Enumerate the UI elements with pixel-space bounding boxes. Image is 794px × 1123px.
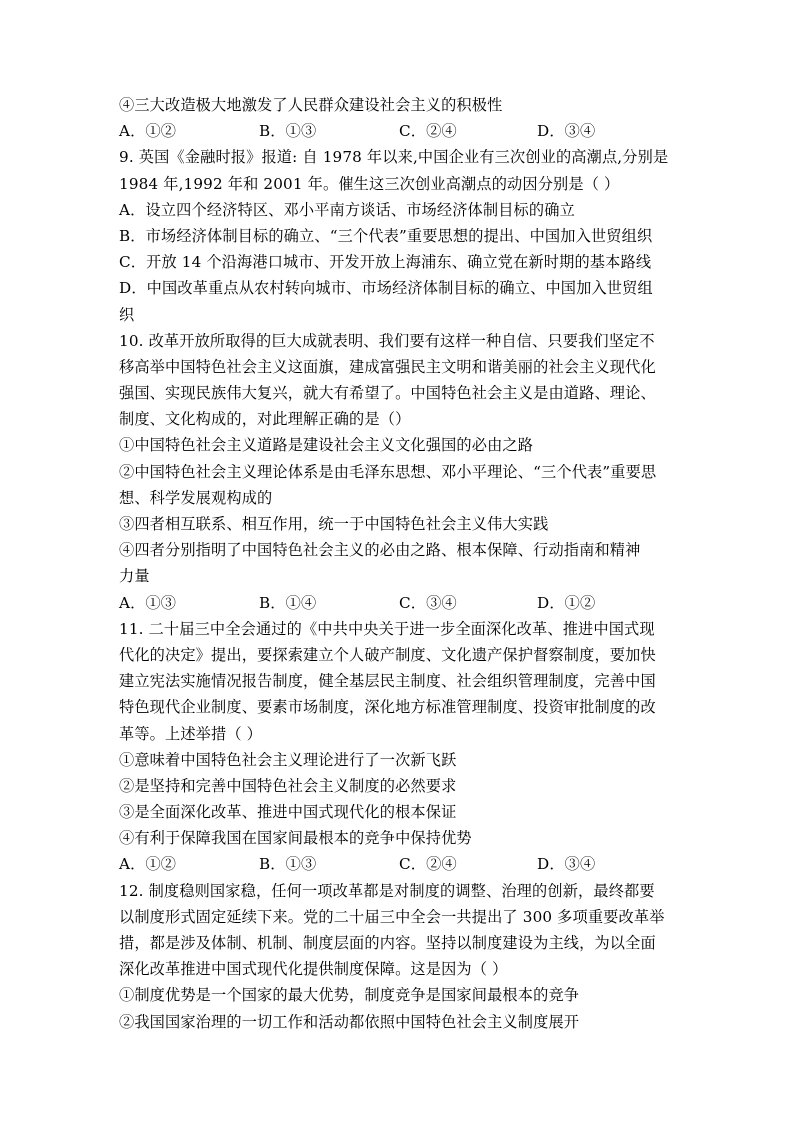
text-line: 9. 英国《金融时报》报道: 自 1978 年以来,中国企业有三次创业的高潮点,分别是 bbox=[119, 148, 669, 167]
option-b: B．①③ bbox=[259, 122, 317, 141]
text-line: 制度、文化构成的，对此理解正确的是（） bbox=[119, 410, 411, 429]
text-line: 11. 二十届三中全会通过的《中共中央关于进一步全面深化改革、推进中国式现 bbox=[119, 619, 655, 638]
text-line: 革等。上述举措（ ） bbox=[119, 724, 263, 743]
text-line: 织 bbox=[119, 305, 135, 324]
text-line: 特色现代企业制度、要素市场制度，深化地方标准管理制度、投资审批制度的改 bbox=[119, 698, 656, 717]
answer-options bbox=[119, 118, 679, 144]
option-a: A．①② bbox=[119, 855, 177, 874]
text-line: 深化改革推进中国式现代化提供制度保障。这是因为（ ） bbox=[119, 960, 508, 979]
option-d: D．①② bbox=[537, 593, 596, 612]
text-line: ②中国特色社会主义理论体系是由毛泽东思想、邓小平理论、“三个代表”重要思 bbox=[119, 462, 657, 481]
text-line: ②是坚持和完善中国特色社会主义制度的必然要求 bbox=[119, 776, 457, 795]
text-line: ④有利于保障我国在国家间最根本的竞争中保持优势 bbox=[119, 829, 472, 848]
option-b: B．①④ bbox=[259, 593, 317, 612]
text-line: 12. 制度稳则国家稳，任何一项改革都是对制度的调整、治理的创新，最终都要 bbox=[119, 881, 655, 900]
text-line: C．开放 14 个沿海港口城市、开发开放上海浦东、确立党在新时期的基本路线 bbox=[119, 253, 652, 272]
document-page bbox=[119, 92, 679, 1035]
text-line: ③四者相互联系、相互作用，统一于中国特色社会主义伟大实践 bbox=[119, 515, 549, 533]
text-line: 以制度形式固定延续下来。党的二十届三中全会一共提出了 300 多项重要改革举 bbox=[119, 907, 665, 926]
option-d: D．③④ bbox=[537, 855, 596, 874]
text-line: ②我国国家治理的一切工作和活动都依照中国特色社会主义制度展开 bbox=[119, 1012, 580, 1031]
option-a: A．①② bbox=[119, 122, 177, 141]
text-line: ③是全面深化改革、推进中国式现代化的根本保证 bbox=[119, 803, 457, 822]
answer-options bbox=[119, 851, 679, 877]
option-a: A．①③ bbox=[119, 593, 177, 612]
option-c: C．③④ bbox=[399, 593, 457, 612]
option-b: B．①③ bbox=[259, 855, 317, 874]
text-line: ④三大改造极大地激发了人民群众建设社会主义的积极性 bbox=[119, 96, 503, 114]
option-c: C．②④ bbox=[399, 855, 457, 874]
text-line: 建立宪法实施情况报告制度，健全基层民主制度、社会组织管理制度，完善中国 bbox=[119, 672, 656, 691]
text-line: A．设立四个经济特区、邓小平南方谈话、市场经济体制目标的确立 bbox=[119, 200, 575, 219]
option-d: D．③④ bbox=[537, 122, 596, 141]
text-line: 强国、实现民族伟大复兴，就大有希望了。中国特色社会主义是由道路、理论、 bbox=[119, 384, 656, 403]
text-line: 移高举中国特色社会主义这面旗，建成富强民主文明和谐美丽的社会主义现代化 bbox=[119, 357, 656, 376]
text-line: 10. 改革开放所取得的巨大成就表明、我们要有这样一种自信、只要我们坚定不 bbox=[119, 331, 655, 350]
text-line: ④四者分别指明了中国特色社会主义的必由之路、根本保障、行动指南和精神 bbox=[119, 541, 641, 560]
text-line: 措，都是涉及体制、机制、制度层面的内容。坚持以制度建设为主线，为以全面 bbox=[119, 934, 656, 952]
answer-options bbox=[119, 590, 679, 616]
text-line: ①意味着中国特色社会主义理论进行了一次新飞跃 bbox=[119, 750, 457, 769]
text-line: D．中国改革重点从农村转向城市、市场经济体制目标的确立、中国加入世贸组 bbox=[119, 279, 653, 298]
text-line: 代化的决定》提出，要探索建立个人破产制度、文化遗产保护督察制度，要加快 bbox=[119, 645, 656, 664]
text-line: ①制度优势是一个国家的最大优势，制度竞争是国家间最根本的竞争 bbox=[119, 986, 580, 1005]
option-c: C．②④ bbox=[399, 122, 457, 141]
text-line: 力量 bbox=[119, 567, 150, 586]
text-line: ①中国特色社会主义道路是建设社会主义文化强国的必由之路 bbox=[119, 436, 534, 455]
text-line: 1984 年,1992 年和 2001 年。催生这三次创业高潮点的动因分别是（ ） bbox=[119, 174, 620, 193]
text-line: B．市场经济体制目标的确立、“三个代表”重要思想的提出、中国加入世贸组织 bbox=[119, 226, 653, 245]
text-line: 想、科学发展观构成的 bbox=[119, 488, 273, 507]
